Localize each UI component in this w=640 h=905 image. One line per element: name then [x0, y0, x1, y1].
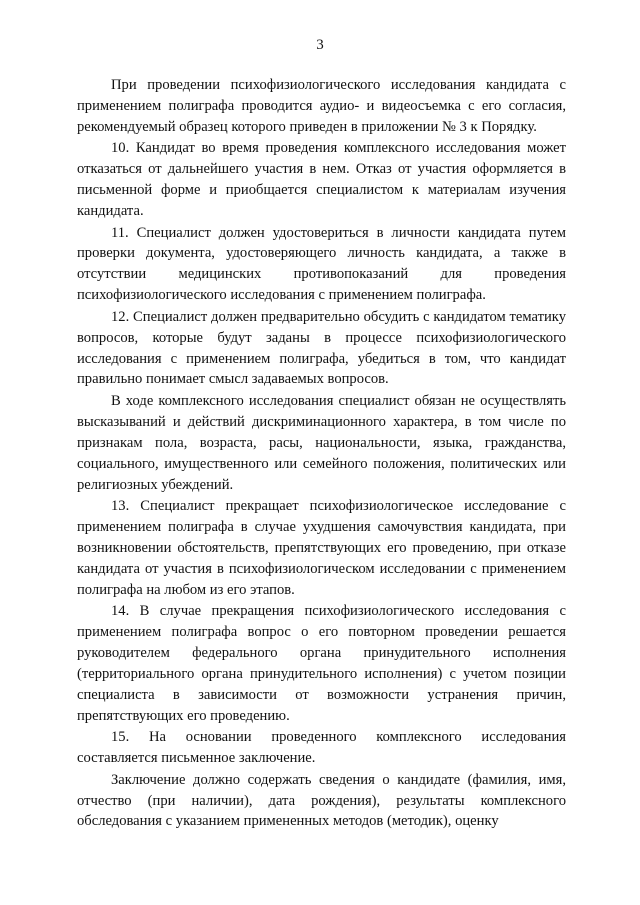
document-body [77, 75, 566, 833]
paragraph-audio-video: При проведении психофизиологического исследования кандидата с применением полиграфа проводится аудио- и видеосъемка с его согласия, рекомендуемый образец которого приведен в приложении № 3 к Порядку. [77, 77, 566, 135]
paragraph-14: 14. В случае прекращения психофизиологического исследования с применением полиграфа вопрос о его повторном проведении решается руководителем федерального органа принудительного исполнения (территориального органа принудительного исполнения) с учетом позиции специалиста в зависимости от возможности устранения причин, препятствующих его проведению. [77, 603, 566, 724]
paragraph-12: 12. Специалист должен предварительно обсудить с кандидатом тематику вопросов, которые будут заданы в процессе психофизиологического исследования с применением полиграфа, убедиться в том, что кандидат правильно понимает смысл задаваемых вопросов. [77, 308, 566, 388]
paragraph-15: 15. На основании проведенного комплексного исследования составляется письменное заключение. [77, 729, 566, 767]
paragraph-discrimination: В ходе комплексного исследования специалист обязан не осуществлять высказываний и действий дискриминационного характера, в том числе по признакам пола, возраста, расы, национальности, языка, гражданства, социального, имущественного или семейного положения, политических или религиозных убеждений. [77, 392, 566, 493]
paragraph-10: 10. Кандидат во время проведения комплексного исследования может отказаться от дальнейшего участия в нем. Отказ от участия оформляется в письменной форме и приобщается специалистом к материалам изучения кандидата. [77, 140, 566, 220]
paragraph-13: 13. Специалист прекращает психофизиологическое исследование с применением полиграфа в случае ухудшения самочувствия кандидата, при возникновении обстоятельств, препятствующих его проведению, при отказе кандидата от участия в психофизиологическом исследовании с применением полиграфа на любом из его этапов. [77, 498, 566, 598]
page-number: 3 [316, 37, 324, 53]
paragraph-conclusion: Заключение должно содержать сведения о кандидате (фамилия, имя, отчество (при наличии), дата рождения), результаты комплексного обследования с указанием примененных методов (методик), оценку [77, 771, 566, 830]
paragraph-11: 11. Специалист должен удостовериться в личности кандидата путем проверки документа, удостоверяющего личность кандидата, а также в отсутствии медицинских противопоказаний для проведения психофизиологического исследования с применением полиграфа. [77, 224, 566, 304]
